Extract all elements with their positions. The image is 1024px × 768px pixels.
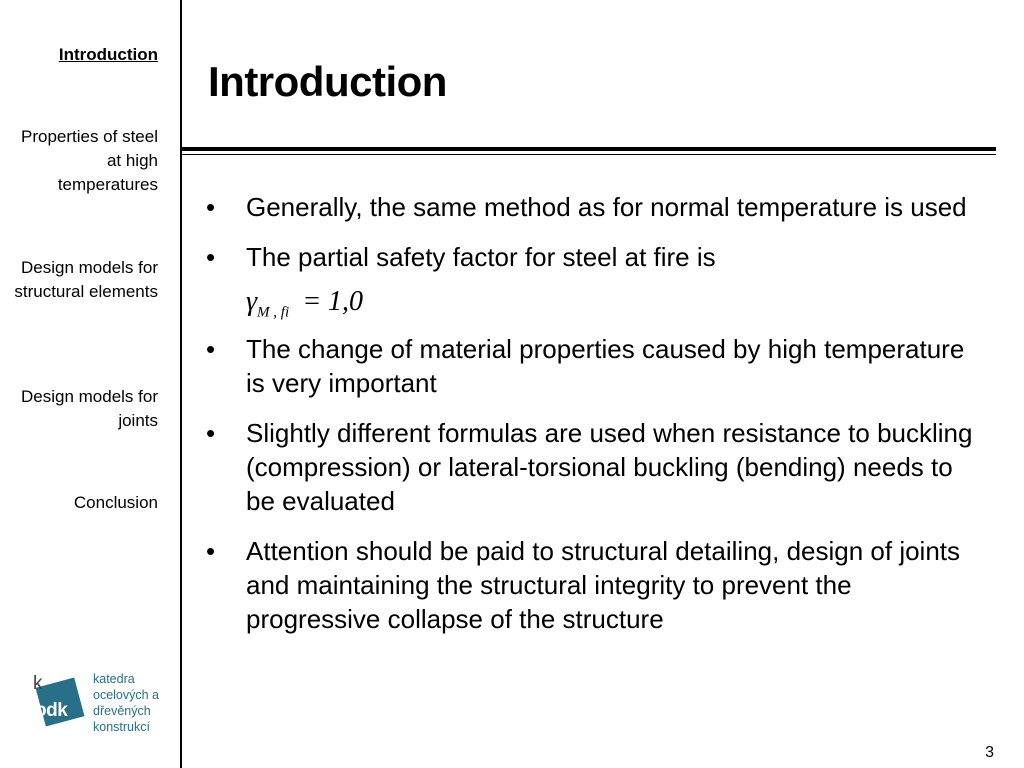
- bullet-dot: •: [206, 334, 216, 364]
- bullet-item: [206, 240, 976, 274]
- bullet-text: Attention should be paid to structural detailing, design of joints and maintaining the structural integrity to prevent the progressive collapse of the structure: [246, 536, 961, 634]
- bullet-item: [206, 416, 976, 518]
- formula-symbol: γ: [246, 286, 258, 317]
- department-logo: [30, 672, 180, 742]
- nav-item-design-models-joints[interactable]: Design models for joints: [20, 387, 158, 430]
- title-rule-thick: [181, 147, 996, 151]
- bullet-dot: •: [206, 242, 216, 272]
- slide-title: Introduction: [208, 58, 447, 105]
- nav-item-properties-of-steel[interactable]: Properties of steel at high temperatures: [20, 127, 158, 194]
- nav-item-design-models-structural-elements[interactable]: Design models for structural elements: [14, 258, 158, 301]
- bullet-dot: •: [206, 192, 216, 222]
- bullet-dot: •: [206, 536, 216, 566]
- sidebar-divider: [180, 0, 182, 768]
- logo-department-name: katedra ocelových a dřevěných konstrukcí: [93, 672, 160, 734]
- nav-item-conclusion[interactable]: Conclusion: [73, 493, 158, 512]
- formula-subscript: M , fi: [257, 304, 290, 321]
- title-rule-thin: [181, 154, 996, 155]
- bullet-item: [206, 332, 976, 400]
- bullet-text: The change of material properties caused by high temperature is very important: [246, 334, 965, 398]
- formula-equals: =: [304, 286, 320, 317]
- logo-mark-text: odk: [35, 700, 68, 721]
- bullet-dot: •: [206, 418, 216, 448]
- bullet-item: [206, 190, 976, 224]
- bullet-text: Slightly different formulas are used when resistance to buckling (compression) or lateral-torsional buckling (bending) needs to be evaluated: [246, 418, 973, 516]
- sidebar-nav: [0, 0, 182, 768]
- logo-letter: k: [33, 673, 43, 694]
- bullet-text: The partial safety factor for steel at fire is: [246, 242, 716, 272]
- nav-item-introduction[interactable]: Introduction: [58, 45, 158, 64]
- bullet-text: Generally, the same method as for normal temperature is used: [246, 192, 967, 222]
- bullet-item: [206, 534, 976, 636]
- formula-value: 1,0: [327, 286, 363, 317]
- page-number: 3: [985, 744, 994, 761]
- bullet-list: [206, 190, 976, 652]
- safety-factor-formula: [246, 278, 1016, 326]
